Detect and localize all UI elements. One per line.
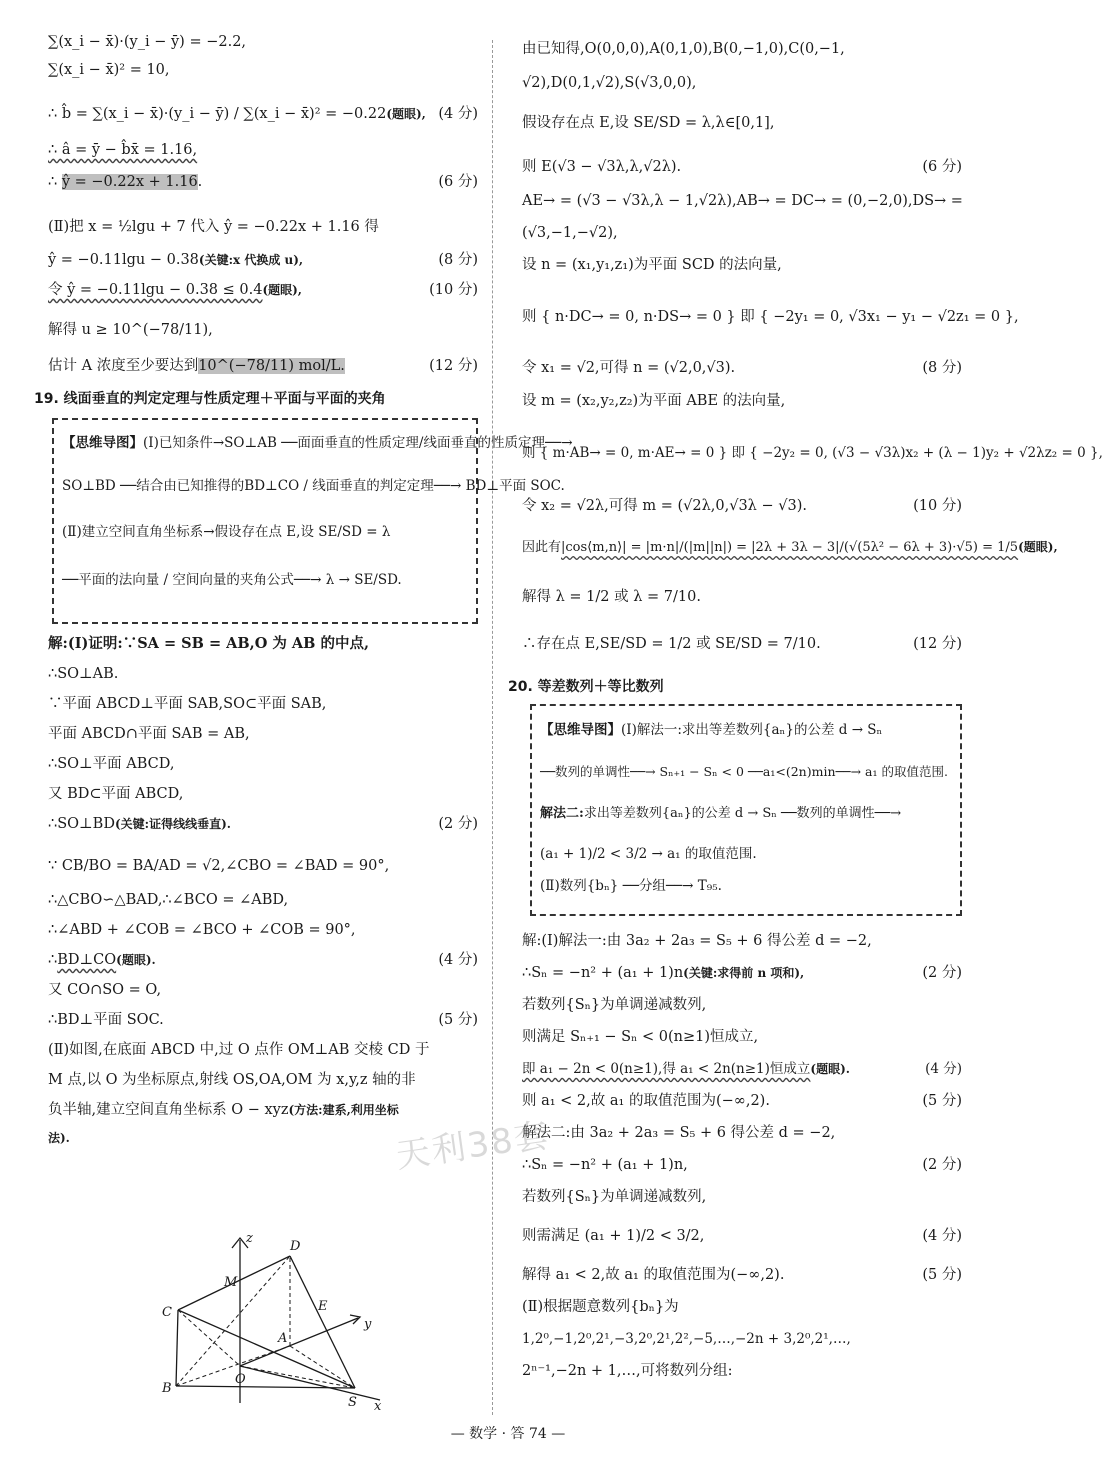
- page-footer: — 数学 · 答 74 —: [450, 1426, 566, 1442]
- geometry-figure: [150, 1228, 400, 1413]
- mind-map-box: 【思维导图】(Ⅰ)解法一:求出等差数列{aₙ}的公差 d → Sₙ ──数列的单调性──→ Sₙ₊₁ − Sₙ < 0 ──a₁<(2n)min──→ a₁ 的取值范围. 解法二:求出等差数列{aₙ}的公差 d → Sₙ ──数列的单调性──→ (a₁ + 1)/2 < 3/2 → a₁ 的取值范围. (Ⅱ)数列{bₙ} ──分组──→ T₉₅.: [530, 704, 962, 916]
- label-S: S: [348, 1395, 357, 1410]
- text-line: ∑(x_i − x̄)² = 10,: [48, 62, 170, 78]
- label-y: y: [364, 1317, 372, 1332]
- score-points: (5 分): [922, 1267, 962, 1283]
- formula-b-hat: ∴ b̂ = ∑(x_i − x̄)·(y_i − ȳ) / ∑(x_i − x̄)² = −0.22(题眼), (4 分): [48, 88, 478, 140]
- x-axis: [240, 1366, 380, 1400]
- score-points: (2 分): [922, 965, 962, 981]
- label-z: z: [246, 1231, 253, 1246]
- score-points: (4 分): [922, 1228, 962, 1244]
- text-line: (Ⅱ)把 x = ½lgu + 7 代入 ŷ = −0.22x + 1.16 得: [48, 219, 379, 235]
- left-column: ∑(x_i − x̄)·(y_i − ȳ) = −2.2, ∑(x_i − x̄)² = 10, ∴ b̂ = ∑(x_i − x̄)·(y_i − ȳ) / ∑(x_i − x̄)² = −0.22(题眼), (4 分) ∴ â = ȳ − b̂x̄ = 1.16, ∴ ŷ = −0.22x + 1.16. (6 分) (Ⅱ)把 x = ½lgu + 7 代入 ŷ = −0.22x + 1.16 得 ŷ = −0.11lgu − 0.38(关键:x 代换成 u), (8 分) 令 ŷ = −0.11lgu − 0.38 ≤ 0.4(题眼), (10 分) 解得 u ≥ 10^(−78/11), 估计 A 浓度至少要达到10^(−78/11) mol/L. (12 分) 19. 线面垂直的判定定理与性质定理＋平面与平面的夹角 【思维导图】(Ⅰ)已知条件→SO⊥AB ──面面垂直的性质定理/线面垂直的性质定理──→ SO⊥BD ──结合由已知推得的BD⊥CO / 线面垂直的判定定理──→ BD⊥平面 SOC. (Ⅱ)建立空间直角坐标系→假设存在点 E,设 SE/SD = λ ──平面的法向量 / 空间向量的夹角公式──→ λ → SE/SD. 解:(Ⅰ)证明:∵SA = SB = AB,O 为 AB 的中点, ∴SO⊥AB. ∵平面 ABCD⊥平面 SAB,SO⊂平面 SAB, 平面 ABCD∩平面 SAB = AB, ∴SO⊥平面 ABCD, 又 BD⊂平面 ABCD, ∴SO⊥BD(关键:证得线线垂直). (2 分) ∵ CB/BO = BA/AD = √2,∠CBO = ∠BAD = 90°, ∴△CBO∽△BAD,∴∠BCO = ∠ABD, ∴∠ABD + ∠COB = ∠BCO + ∠COB = 90°, ∴BD⊥CO(题眼). (4 分) 又 CO∩SO = O, ∴BD⊥平面 SOC. (5 分) (Ⅱ)如图,在底面 ABCD 中,过 O 点作 OM⊥AB 交棱 CD 于 M 点,以 O 为坐标原点,射线 OS,OA,OM 为 x,y,z 轴的非 负半轴,建立空间直角坐标系 O − xyz(方法:建系,利用坐标 法).: [34, 34, 573, 1145]
- score-points: (4 分): [438, 952, 478, 968]
- score-points: (6 分): [922, 159, 962, 175]
- label-B: B: [162, 1381, 172, 1396]
- score-points: (2 分): [922, 1157, 962, 1173]
- equation-system-m: 则 { m·AB→ = 0, m·AE→ = 0 } 即 { −2y₂ = 0, (√3 − √3λ)x₂ + (λ − 1)y₂ + √2λz₂ = 0 },: [522, 445, 1103, 461]
- label-D: D: [290, 1239, 301, 1254]
- score-points: (4 分): [438, 106, 478, 122]
- solution-line: 解:(Ⅰ)证明:∵SA = SB = AB,O 为 AB 的中点,: [48, 635, 370, 652]
- label-C: C: [162, 1305, 172, 1320]
- section-heading-20: 20. 等差数列＋等比数列: [508, 679, 664, 695]
- label-x: x: [374, 1399, 382, 1414]
- text-line: 解得 u ≥ 10^(−78/11),: [48, 322, 213, 338]
- mind-map-box: 【思维导图】(Ⅰ)已知条件→SO⊥AB ──面面垂直的性质定理/线面垂直的性质定理──→ SO⊥BD ──结合由已知推得的BD⊥CO / 线面垂直的判定定理──→ BD⊥平面 SOC. (Ⅱ)建立空间直角坐标系→假设存在点 E,设 SE/SD = λ ──平面的法向量 / 空间向量的夹角公式──→ λ → SE/SD.: [52, 418, 478, 624]
- score-points: (2 分): [438, 816, 478, 832]
- text-line: ŷ = −0.11lgu − 0.38(关键:x 代换成 u), (8 分): [48, 252, 478, 268]
- score-points: (8 分): [438, 252, 478, 268]
- text-line: 令 ŷ = −0.11lgu − 0.38 ≤ 0.4(题眼), (10 分): [48, 282, 478, 298]
- cosine-equation: 因此有|cos⟨m,n⟩| = |m·n|/(|m||n|) = |2λ + 3λ − 3|/(√(5λ² − 6λ + 3)·√5) = 1/5(题眼),: [522, 540, 1058, 555]
- text-line: 估计 A 浓度至少要达到10^(−78/11) mol/L. (12 分): [48, 348, 478, 384]
- text-line: ∑(x_i − x̄)·(y_i − ȳ) = −2.2,: [48, 34, 247, 50]
- right-column: 由已知得,O(0,0,0),A(0,1,0),B(0,−1,0),C(0,−1, √2),D(0,1,√2),S(√3,0,0), 假设存在点 E,设 SE/SD = λ,λ∈[0,1], 则 E(√3 − √3λ,λ,√2λ). (6 分) AE→ = (√3 − √3λ,λ − 1,√2λ),AB→ = DC→ = (0,−2,0),DS→ = (√3,−1,−√2), 设 n = (x₁,y₁,z₁)为平面 SCD 的法向量, 则 { n·DC→ = 0, n·DS→ = 0 } 即 { −2y₁ = 0, √3x₁ − y₁ − √2z₁ = 0 }, 令 x₁ = √2,可得 n = (√2,0,√3). (8 分) 设 m = (x₂,y₂,z₂)为平面 ABE 的法向量, 则 { m·AB→ = 0, m·AE→ = 0 } 即 { −2y₂ = 0, (√3 − √3λ)x₂ + (λ − 1)y₂ + √2λz₂ = 0 }, 令 x₂ = √2λ,可得 m = (√2λ,0,√3λ − √3). (10 分) 因此有|cos⟨m,n⟩| = |m·n|/(|m||n|) = |2λ + 3λ − 3|/(√(5λ² − 6λ + 3)·√5) = 1/5(题眼), 解得 λ = 1/2 或 λ = 7/10. ∴存在点 E,SE/SD = 1/2 或 SE/SD = 7/10. (12 分) 20. 等差数列＋等比数列 【思维导图】(Ⅰ)解法一:求出等差数列{aₙ}的公差 d → Sₙ ──数列的单调性──→ Sₙ₊₁ − Sₙ < 0 ──a₁<(2n)min──→ a₁ 的取值范围. 解法二:求出等差数列{aₙ}的公差 d → Sₙ ──数列的单调性──→ (a₁ + 1)/2 < 3/2 → a₁ 的取值范围. (Ⅱ)数列{bₙ} ──分组──→ T₉₅. 解:(Ⅰ)解法一:由 3a₂ + 2a₃ = S₅ + 6 得公差 d = −2, ∴Sₙ = −n² + (a₁ + 1)n(关键:求得前 n 项和), (2 分) 若数列{Sₙ}为单调递减数列, 则满足 Sₙ₊₁ − Sₙ < 0(n≥1)恒成立, 即 a₁ − 2n < 0(n≥1),得 a₁ < 2n(n≥1)恒成立(题眼). (4 分) 则 a₁ < 2,故 a₁ 的取值范围为(−∞,2). (5 分) 解法二:由 3a₂ + 2a₃ = S₅ + 6 得公差 d = −2, ∴Sₙ = −n² + (a₁ + 1)n, (2 分) 若数列{Sₙ}为单调递减数列, 则需满足 (a₁ + 1)/2 < 3/2, (4 分) 解得 a₁ < 2,故 a₁ 的取值范围为(−∞,2). (5 分) (Ⅱ)根据题意数列{bₙ}为 1,2⁰,−1,2⁰,2¹,−3,2⁰,2¹,2²,−5,…,−2n + 3,2⁰,2¹,…, 2ⁿ⁻¹,−2n + 1,…,可将数列分组:: [508, 41, 1103, 1379]
- score-points: (10 分): [913, 498, 962, 514]
- score-points: (6 分): [438, 174, 478, 190]
- label-A: A: [278, 1331, 288, 1346]
- watermark: 天利38套: [393, 1115, 553, 1177]
- score-points: (5 分): [922, 1093, 962, 1109]
- score-points: (10 分): [429, 282, 478, 298]
- label-M: M: [224, 1275, 238, 1290]
- score-points: (5 分): [438, 1012, 478, 1028]
- equation-system-n: 则 { n·DC→ = 0, n·DS→ = 0 } 即 { −2y₁ = 0, √3x₁ − y₁ − √2z₁ = 0 },: [522, 309, 1019, 325]
- score-points: (12 分): [429, 358, 478, 374]
- label-O: O: [235, 1372, 246, 1387]
- score-points: (8 分): [922, 360, 962, 376]
- regression-equation: ∴ ŷ = −0.22x + 1.16. (6 分): [48, 174, 478, 190]
- formula-a-hat: ∴ â = ȳ − b̂x̄ = 1.16,: [48, 142, 198, 158]
- column-divider: [492, 40, 493, 1415]
- edge-DS: [290, 1256, 355, 1388]
- section-heading-19: 19. 线面垂直的判定定理与性质定理＋平面与平面的夹角: [34, 391, 386, 407]
- label-E: E: [318, 1299, 328, 1314]
- edge-CB: [176, 1310, 178, 1386]
- dashed-CO: [178, 1310, 240, 1366]
- score-points: (4 分): [925, 1061, 962, 1077]
- score-points: (12 分): [913, 636, 962, 652]
